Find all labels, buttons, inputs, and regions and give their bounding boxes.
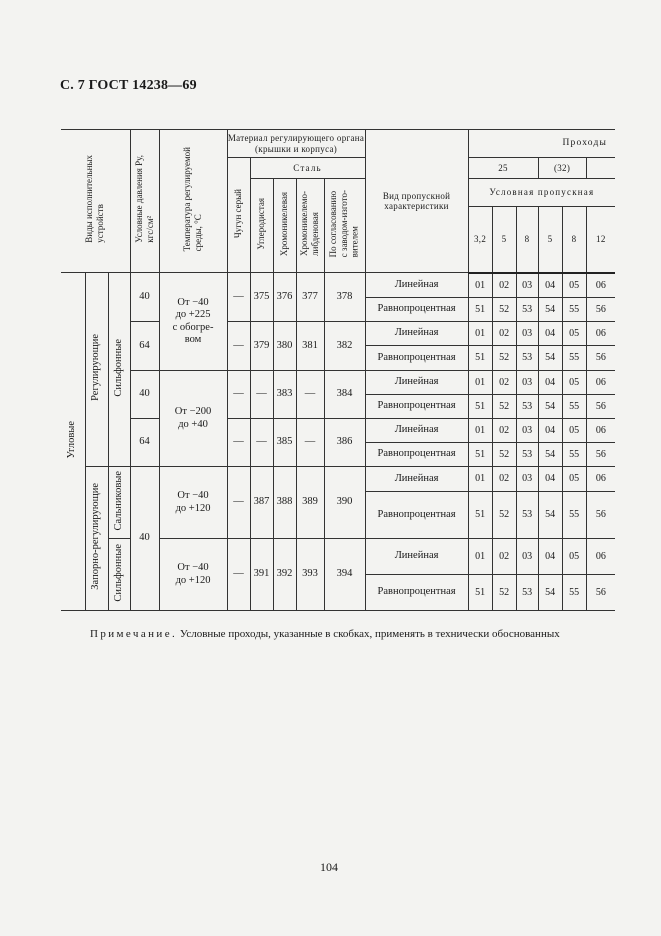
code-cell: 55 [562,346,586,371]
code-cell: 54 [538,443,562,467]
pressure-cell: 64 [130,419,159,467]
code-cell: 04 [538,539,562,575]
capacity-value: 8 [516,207,538,273]
header-cast-iron-label: Чугун серый [233,188,244,238]
code-cell: 05 [562,419,586,443]
code-cell: 04 [538,419,562,443]
capacity-value: 5 [538,207,562,273]
page-header: С. 7 ГОСТ 14238—69 [60,78,197,93]
code-cell: 01 [468,539,492,575]
angle-category-cell [61,273,85,611]
code-cell: 03 [516,322,538,346]
characteristic-cell: Линейная [365,539,468,575]
temperature-text: От −40 до +225 с обогре- вом [172,297,214,345]
header-carbon-label: Углеродистая [256,197,267,250]
code-cell: 52 [492,575,516,611]
header-device-types-label: Виды исполнительных устройств [84,155,106,243]
code-cell: 01 [468,467,492,492]
code-cell: 54 [538,395,562,419]
angle-category-label: Угловые [66,420,78,459]
characteristic-cell: Равнопроцентная [365,492,468,539]
note-text: Условные проходы, указанные в скобках, применять в технически обоснованных [177,628,560,640]
code-cell: 06 [586,322,615,346]
code-cell: 05 [562,539,586,575]
pressure-cell: 64 [130,322,159,371]
shutoff-label: Запорно-регулирующие [90,483,102,590]
code-cell: 54 [538,492,562,539]
code-cell: 04 [538,273,562,298]
note-label: Примечание. [90,628,178,640]
characteristic-cell: Линейная [365,322,468,346]
page-number: 104 [320,860,338,874]
code-cell: 06 [586,539,615,575]
characteristic-cell: Равнопроцентная [365,443,468,467]
header-row-1 [61,130,615,158]
cast-iron-cell: — [227,273,250,322]
temperature-cell [159,539,227,611]
table-row [61,273,615,298]
code-cell: 51 [468,575,492,611]
code-cell: 53 [516,346,538,371]
carbon-cell: 387 [250,467,273,539]
code-cell: 55 [562,492,586,539]
table-row [61,322,615,346]
code-cell: 51 [468,395,492,419]
header-agreement-label: По согласованию с заводом-изгото- вителем [328,189,360,258]
header-temperature-label: Температура регулируемой среды, °С [182,146,204,252]
header-cast-iron [227,158,250,273]
header-chromium-label: Хромоникелевая [279,191,290,256]
cast-iron-cell: — [227,539,250,611]
code-cell: 55 [562,443,586,467]
header-capacity: Условная пропускная [468,179,615,207]
code-cell: 53 [516,443,538,467]
header-passages: Проходы [468,130,615,158]
code-cell: 02 [492,419,516,443]
code-cell: 52 [492,492,516,539]
cast-iron-cell: — [227,371,250,419]
temperature-cell [159,467,227,539]
valve-table-wrapper [61,129,615,611]
chromium-cell: 392 [273,539,296,611]
code-cell: 04 [538,371,562,395]
bellows-cell [108,273,130,467]
code-cell: 52 [492,395,516,419]
code-cell: 54 [538,346,562,371]
code-cell: 55 [562,298,586,322]
code-cell: 03 [516,371,538,395]
code-cell: 01 [468,371,492,395]
code-cell: 03 [516,419,538,443]
code-cell: 53 [516,492,538,539]
code-cell: 56 [586,492,615,539]
header-pressure-label: Условные давления Pу, кгс/см² [133,155,155,243]
table-row [61,467,615,492]
header-pressure [130,130,159,273]
bellows-label: Сильфонные [112,338,124,397]
characteristic-cell: Равнопроцентная [365,575,468,611]
code-cell: 55 [562,395,586,419]
cast-iron-cell: — [227,419,250,467]
chrome-moly-cell: — [296,371,324,419]
code-cell: 02 [492,371,516,395]
header-passage-25: 25 [468,158,538,179]
code-cell: 06 [586,419,615,443]
chrome-moly-cell: — [296,419,324,467]
capacity-value: 8 [562,207,586,273]
header-passage-32: (32) [538,158,586,179]
pressure-cell: 40 [130,371,159,419]
code-cell: 02 [492,539,516,575]
temperature-text: От −40 до +120 [175,562,211,586]
code-cell: 56 [586,346,615,371]
valve-designation-table [61,129,615,611]
code-cell: 51 [468,346,492,371]
shutoff-cell [85,467,108,611]
carbon-cell: 379 [250,322,273,371]
chrome-moly-cell: 389 [296,467,324,539]
code-cell: 52 [492,346,516,371]
code-cell: 56 [586,443,615,467]
code-cell: 03 [516,467,538,492]
code-cell: 51 [468,492,492,539]
carbon-cell: 375 [250,273,273,322]
code-cell: 02 [492,273,516,298]
header-agreement [324,179,365,273]
gland-label: Сальниковые [112,470,124,531]
code-cell: 06 [586,371,615,395]
characteristic-cell: Равнопроцентная [365,346,468,371]
code-cell: 56 [586,395,615,419]
code-cell: 53 [516,298,538,322]
header-chrome-moly [296,179,324,273]
carbon-cell: — [250,419,273,467]
chromium-cell: 380 [273,322,296,371]
header-passage-blank [586,158,615,179]
table-note [90,628,560,640]
header-device-types [61,130,130,273]
characteristic-cell: Линейная [365,419,468,443]
temperature-text: От −40 до +120 [175,490,211,514]
code-cell: 51 [468,443,492,467]
chromium-cell: 376 [273,273,296,322]
code-cell: 05 [562,273,586,298]
code-cell: 56 [586,575,615,611]
code-cell: 54 [538,298,562,322]
code-cell: 06 [586,273,615,298]
temperature-cell [159,273,227,371]
code-cell: 53 [516,575,538,611]
characteristic-cell: Линейная [365,273,468,298]
regulating-cell [85,273,108,467]
chrome-moly-cell: 377 [296,273,324,322]
characteristic-cell: Линейная [365,467,468,492]
code-cell: 51 [468,298,492,322]
characteristic-cell: Равнопроцентная [365,395,468,419]
chromium-cell: 388 [273,467,296,539]
agreement-cell: 386 [324,419,365,467]
agreement-cell: 382 [324,322,365,371]
pressure-cell: 40 [130,467,159,611]
code-cell: 52 [492,443,516,467]
code-cell: 01 [468,419,492,443]
bellows-cell [108,539,130,611]
agreement-cell: 394 [324,539,365,611]
temperature-cell [159,371,227,467]
code-cell: 03 [516,539,538,575]
agreement-cell: 384 [324,371,365,419]
cast-iron-cell: — [227,467,250,539]
chromium-cell: 385 [273,419,296,467]
characteristic-cell: Линейная [365,371,468,395]
capacity-value: 5 [492,207,516,273]
code-cell: 05 [562,371,586,395]
header-material-group: Материал регулирующего органа (крышки и корпуса) [227,130,365,158]
code-cell: 05 [562,322,586,346]
code-cell: 02 [492,322,516,346]
header-temperature [159,130,227,273]
cast-iron-cell: — [227,322,250,371]
agreement-cell: 378 [324,273,365,322]
bellows-label: Сильфонные [112,543,124,602]
pressure-cell: 40 [130,273,159,322]
header-characteristic: Вид пропускной характеристики [365,130,468,273]
code-cell: 56 [586,298,615,322]
header-chrome-moly-label: Хромоникелемо- либденовая [299,191,321,257]
characteristic-cell: Равнопроцентная [365,298,468,322]
table-row [61,419,615,443]
code-cell: 05 [562,467,586,492]
code-cell: 01 [468,273,492,298]
chrome-moly-cell: 381 [296,322,324,371]
agreement-cell: 390 [324,467,365,539]
capacity-value: 12 [586,207,615,273]
code-cell: 54 [538,575,562,611]
capacity-value: 3,2 [468,207,492,273]
code-cell: 01 [468,322,492,346]
code-cell: 02 [492,467,516,492]
code-cell: 06 [586,467,615,492]
code-cell: 55 [562,575,586,611]
chrome-moly-cell: 393 [296,539,324,611]
header-chromium [273,179,296,273]
header-steel: Сталь [250,158,365,179]
temperature-text: От −200 до +40 [174,406,212,430]
header-carbon [250,179,273,273]
carbon-cell: 391 [250,539,273,611]
chromium-cell: 383 [273,371,296,419]
code-cell: 52 [492,298,516,322]
code-cell: 53 [516,395,538,419]
code-cell: 03 [516,273,538,298]
code-cell: 04 [538,467,562,492]
carbon-cell: — [250,371,273,419]
code-cell: 04 [538,322,562,346]
regulating-label: Регулирующие [90,334,102,401]
table-row [61,371,615,395]
gland-cell [108,467,130,539]
